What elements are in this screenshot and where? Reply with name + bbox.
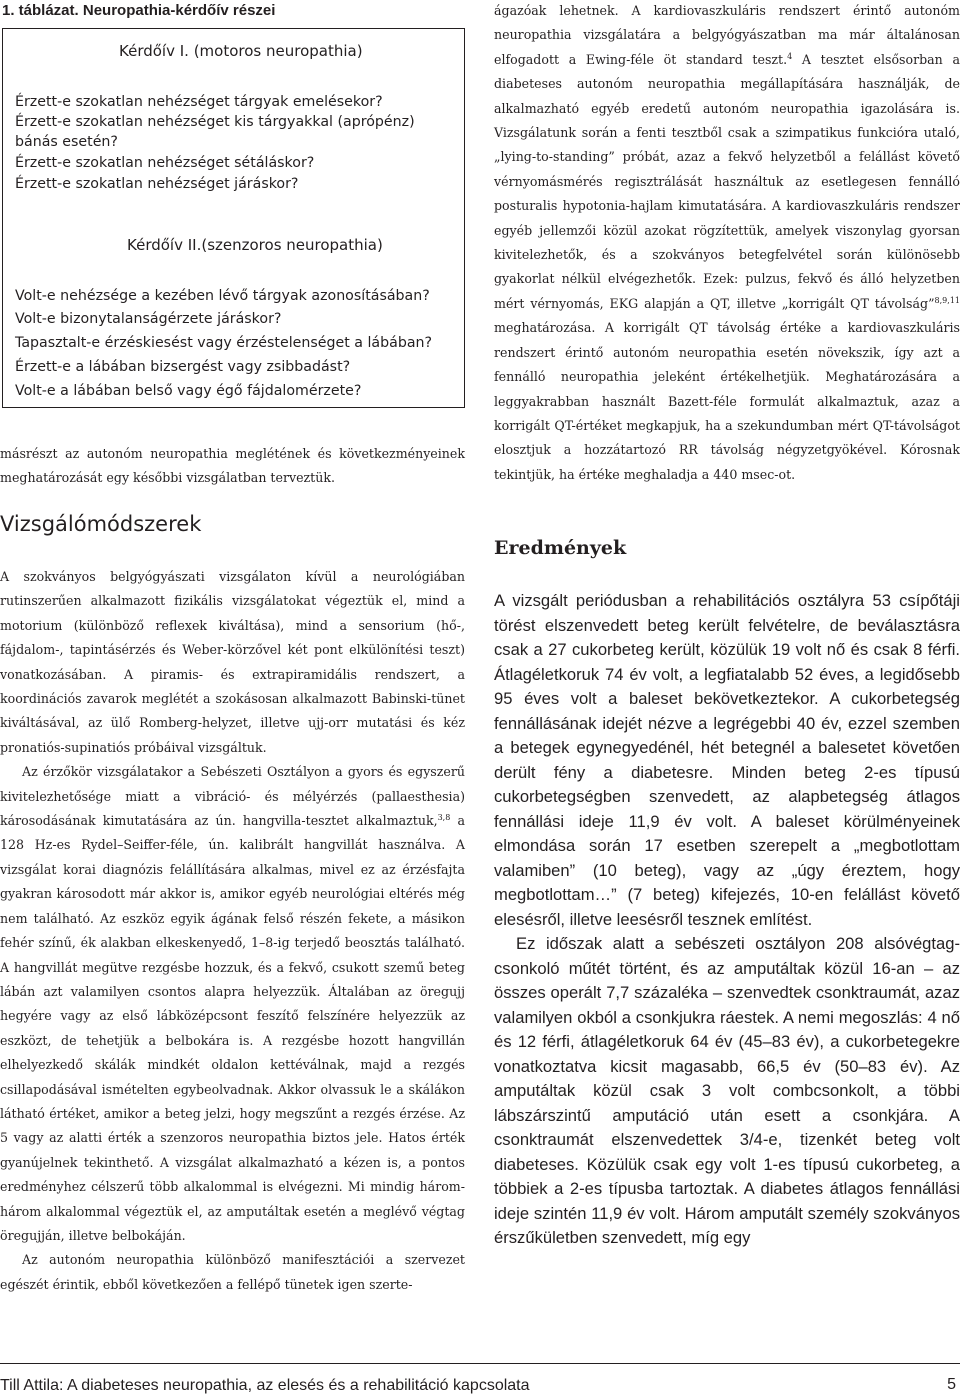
- footer-rule: [0, 1363, 960, 1364]
- paragraph-text: A tesztet elsősorban a diabeteses autonóm neuropathia megállapítására használják, de alkalmazható egyéb eredetű autonóm neuropathia igazolására is. Vizsgálatunk során a fenti tesztből csak a szimpatikus funkcióra utaló, „lying-to-standing” próbát, azaz a fekvő helyzetből a felállást követő vérnyomásmérés regisztrálását használtuk az esetlegesen fennálló posturalis hypotonia-hajlam kimutatására. A kardiovaszkuláris rendszer egyéb jellemzői közül azokat rögzítettük, amelyek viszonylag gyorsan kivitelezhetők, és a szokványos betegfelvétel során különösebb gyakorlat nélkül elvégezhetők. Ezek: pulzus, fekvő és álló helyzetben mért vérnyomás, EKG alapján a QT, illetve „korrigált QT távolság”: [494, 51, 960, 311]
- questionnaire-2-item: Tapasztalt-e érzéskiesést vagy érzéstelenséget a lábában?: [15, 335, 433, 351]
- methods-continued-paragraph: [494, 0, 960, 487]
- right-column-body: [494, 0, 960, 487]
- page-number: 5: [947, 1376, 956, 1393]
- results-paragraph-1: A vizsgált periódusban a rehabilitációs osztályra 53 csípőtáji törést elszenvedett beteg került felvételre, de beválasztásra csak a 27 cukorbeteg került, közülük 19 volt nő és csak 8 férfi. Átlagéletkoruk 74 év volt, a legfiatalabb 52 éves, a legidősebb 95 éves volt a baleset bekövetkeztekor. A cukorbetegség fennállásának idejét nézve a legrégebbi 40 év, ezzel szemben a betegek egynegyedénél, hét betegnél a balesetet követően derült fény a diabetesre. Minden beteg 2-es típusú cukorbetegségben szenvedett, az alapbetegség átlagos fennállási ideje 11,9 év volt. A baleset körülményeinek elmondása során 17 esetben szerepelt a „megbotlottam valamiben” (10 beteg), vagy az „úgy éreztem, hogy megbotlottam…” (7 beteg) kifejezés, 10-en felállást követő elesésről, illetve leesésről tesznek említést.: [494, 591, 960, 929]
- questionnaire-2-item: Érzett-e a lábában bizsergést vagy zsibbadást?: [15, 359, 351, 375]
- citation-superscript: 3,8: [437, 812, 451, 822]
- questionnaire-1-item: Érzett-e szokatlan nehézséget sétáláskor?: [15, 155, 315, 171]
- paragraph-text: meghatározása. A korrigált QT távolság értéke a kardiovaszkuláris rendszert érintő autonóm neuropathia esetén növekszik, így azt a fennálló neuropathia jeleként értékelhetjük. Meghatározására a leggyakrabban használt Bazett-féle formulát alkalmaztuk, azaz a korrigált QT-értéket megkapjuk, ha a szekundumban mért QT-távolságot elosztjuk a hozzátartozó RR távolság négyzetgyökével. Kórosnak tekintjük, ha értéke meghaladja a 440 msec-ot.: [494, 320, 960, 482]
- questionnaire-1-item: Érzett-e szokatlan nehézséget járáskor?: [15, 176, 299, 192]
- table-caption: 1. táblázat. Neuropathia-kérdőív részei: [2, 2, 276, 19]
- methods-paragraph-1: A szokványos belgyógyászati vizsgálaton kívül a neurológiában rutinszerűen alkalmazott fizikális vizsgálatokat végeztük el, mind a motorium (különböző reflexek kiváltása), mind a sensorium (hő-, fájdalom-, tapintásérzés és Weber-körzővel két pont elkülönítési teszt) vonatkozásában. A piramis- és extrapiramidális rendszert, a koordinációs zavarok meglétét a szokásosan alkalmazott Babinski-tünet kiváltásával, az ülő Romberg-helyzet, illetve ujj-orr mutatási és kéz pronatiós-supinatiós próbáival vizsgáltuk.: [0, 569, 465, 755]
- questionnaire-1-item: Érzett-e szokatlan nehézséget kis tárgyakkal (aprópénz): [15, 114, 415, 130]
- left-column-body: [0, 565, 465, 1297]
- questionnaire-2-title: Kérdőív II.(szenzoros neuropathia): [127, 236, 383, 254]
- questionnaire-2-item: Volt-e bizonytalanságérzete járáskor?: [15, 311, 282, 327]
- questionnaire-1-title: Kérdőív I. (motoros neuropathia): [119, 42, 363, 60]
- methods-paragraph-2: [0, 760, 465, 1248]
- questionnaire-1-item: Érzett-e szokatlan nehézséget tárgyak emelésekor?: [15, 94, 383, 110]
- paragraph-text: ágazóak lehetnek. A kardiovaszkuláris rendszert érintő autonóm neuropathia vizsgálatára a belgyógyászatban ma már általánosan elfogadott a Ewing-féle öt standard teszt.: [494, 3, 960, 67]
- results-body: [494, 589, 960, 1251]
- paragraph-text: a 128 Hz-es Rydel–Seiffer-féle, ún. kalibrált hangvillát használva. A vizsgálat korai diagnózis felállítására alkalmas, mivel ez az érzésfajta gyakran károsodott már akkor is, amikor egyéb neurológiai eltérés még nem található. Az eszköz egyik ágának felső részén fekete, a másikon fehér színű, ék alakban elkeskenyedő, 1–8-ig terjedő beosztás található. A hangvillát megütve rezgésbe hozzuk, és a fekvő, csukott szemű beteg lábán azt valamilyen csontos alapra helyezzük. Általában az öregujj hegyére vagy az első lábközépcsont feszítő felszínére helyezzük az eszközt, de tehetjük a belbokára is. A rezgésbe hozott hangvillán elhelyezkedő skálák mindkét oldalon kettéválnak, majd a rezgés csillapodásával ismételten egybeolvadnak. Akkor olvassuk le a skálákon látható értéket, amikor a beteg jelzi, hogy megszűnt a rezgés érzése. Az 5 vagy az alatti érték a szenzoros neuropathia biztos jele. Hatos érték gyanújelnek tekinthető. A vizsgálat alkalmazható a kézen is, a pontos eredményhez célszerű több alkalommal is elvégezni. Mi mindig három-három alkalommal végeztük el, az amputáltak esetén a meglévő végtag öregujján, illetve belbokáján.: [0, 813, 465, 1243]
- methods-heading: Vizsgálómódszerek: [0, 512, 202, 536]
- questionnaire-2-item: Volt-e a lábában belső vagy égő fájdalomérzete?: [15, 383, 362, 399]
- citation-superscript: 8,9,11: [934, 295, 960, 305]
- questionnaire-1-item: bánás esetén?: [15, 134, 118, 150]
- results-heading: Eredmények: [494, 537, 627, 559]
- paragraph-text: Az érzőkör vizsgálatakor a Sebészeti Osztályon a gyors és egyszerű kivitelezhetősége miatt a vibráció- és mélyérzés (pallaesthesia) károsodásának kimutatására az ún. hangvilla-tesztet alkalmaztuk,: [0, 764, 465, 829]
- citation-superscript: 4: [787, 51, 793, 61]
- running-title: Till Attila: A diabeteses neuropathia, az elesés és a rehabilitáció kapcsolata: [0, 1377, 530, 1394]
- intro-paragraph: másrészt az autonóm neuropathia meglétének és következményeinek meghatározását egy későbbi vizsgálatban terveztük.: [0, 446, 465, 486]
- results-paragraph-2: Ez időszak alatt a sebészeti osztályon 208 alsóvégtag-csonkoló műtét történt, és az amputáltak közül 16-an – az összes operált 7,7 százaléka – szenvedtek csonktraumát, azaz valamilyen okból a csonkjukra ráestek. A nemi megoszlás: 4 nő és 12 férfi, átlagéletkoruk 64 év (45–83 év), a cukorbetegekre vonatkoztatva kicsit magasabb, 66,5 év (50–83 év). Az amputáltak közül csak 3 volt combcsonkolt, a többi lábszárszintű amputáció után esett a csonkjára. A csonktraumát elszenvedettek 3/4-e, tizenkét beteg volt diabeteses. Közülük csak egy volt 1-es típusú cukorbeteg, a többiek a 2-es típusba tartoztak. A diabetes átlagos fennállási ideje szintén 11,9 év volt. Három amputált személy szokványos érszűkületben szenvedett, míg egy: [494, 934, 960, 1247]
- left-intro: [0, 442, 465, 491]
- methods-paragraph-3: Az autonóm neuropathia különböző manifesztációi a szervezet egészét érintik, ebből következően a fellépő tünetek igen szerte-: [0, 1252, 465, 1292]
- questionnaire-2-item: Volt-e nehézsége a kezében lévő tárgyak azonosításában?: [15, 288, 430, 304]
- questionnaire-box: [2, 28, 465, 408]
